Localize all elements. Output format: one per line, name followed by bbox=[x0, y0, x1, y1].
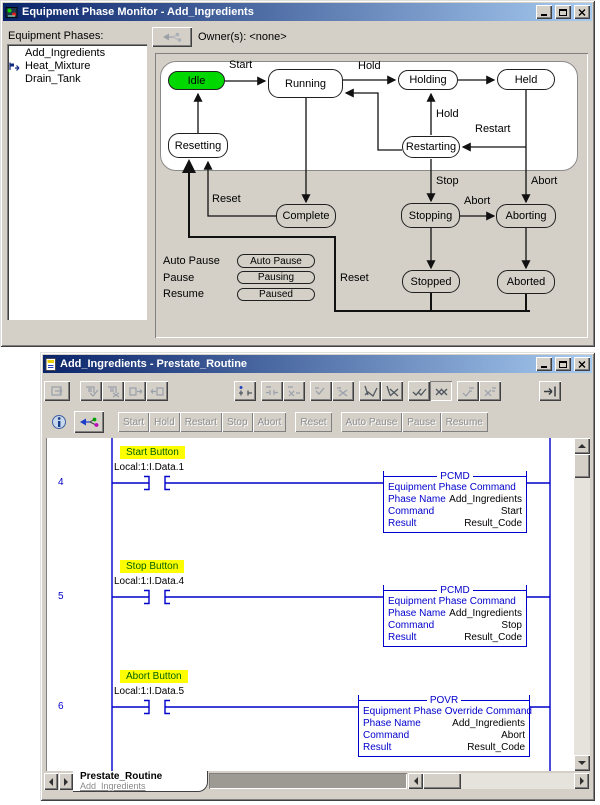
transition-label-reset-2: Reset bbox=[340, 272, 369, 284]
tab-strip-filler bbox=[209, 773, 407, 789]
accept-pending-edits-icon[interactable] bbox=[80, 381, 102, 401]
verify-rung-icon[interactable] bbox=[310, 381, 332, 401]
horizontal-scrollbar[interactable] bbox=[408, 773, 589, 789]
transition-label-restart: Restart bbox=[475, 123, 511, 135]
auto-pause-command-button[interactable]: Auto Pause bbox=[341, 412, 403, 432]
transition-label-abort-2: Abort bbox=[464, 195, 491, 207]
list-item[interactable]: Drain_Tank bbox=[25, 73, 81, 85]
rung-comment[interactable]: Stop Button bbox=[120, 560, 184, 573]
phase-monitor-title: Equipment Phase Monitor - Add_Ingredients bbox=[22, 6, 254, 18]
pcmd-instruction-block[interactable] bbox=[383, 471, 527, 533]
pause-command-button[interactable]: Pause bbox=[402, 412, 440, 432]
block-title: PCMD bbox=[384, 585, 526, 596]
block-description: Equipment Phase Command bbox=[388, 596, 516, 607]
rung-number[interactable]: 6 bbox=[58, 701, 64, 712]
contact-tag[interactable]: Local:1:I.Data.5 bbox=[114, 686, 185, 697]
pcmd-instruction-block[interactable] bbox=[383, 585, 527, 647]
ownership-button[interactable] bbox=[152, 27, 192, 47]
state-node-idle[interactable]: Idle bbox=[168, 71, 225, 90]
block-description: Equipment Phase Override Command bbox=[363, 706, 532, 717]
insert-rung-icon[interactable] bbox=[124, 381, 146, 401]
delete-element-icon[interactable] bbox=[283, 381, 305, 401]
block-param[interactable]: Phase Name Add_Ingredients bbox=[363, 718, 525, 729]
rung-comment[interactable]: Abort Button bbox=[120, 670, 188, 683]
rung-comment[interactable]: Start Button bbox=[120, 446, 185, 459]
auto-pause-pill[interactable]: Auto Pause bbox=[237, 254, 315, 268]
phase-ownership-button[interactable] bbox=[74, 411, 104, 433]
block-title: PCMD bbox=[384, 471, 526, 482]
state-node-resetting[interactable]: Resetting bbox=[168, 133, 228, 158]
state-diagram-panel bbox=[155, 53, 588, 338]
routine-title: Add_Ingredients - Prestate_Routine bbox=[60, 358, 248, 370]
rung-number[interactable]: 5 bbox=[58, 591, 64, 602]
delete-rung-icon[interactable] bbox=[146, 381, 168, 401]
owner-text: Owner(s): <none> bbox=[198, 31, 287, 43]
cancel-all-edits-icon[interactable] bbox=[430, 381, 452, 401]
toggle-bit-icon[interactable] bbox=[234, 381, 256, 401]
block-param[interactable]: Result Result_Code bbox=[388, 632, 522, 643]
routine-titlebar[interactable] bbox=[43, 355, 592, 373]
close-button[interactable] bbox=[574, 5, 590, 19]
cancel-rung-icon[interactable] bbox=[332, 381, 354, 401]
tab-scroll-right-icon[interactable] bbox=[59, 773, 73, 790]
state-node-holding[interactable]: Holding bbox=[398, 70, 458, 90]
block-description: Equipment Phase Command bbox=[388, 482, 516, 493]
minimize-button[interactable] bbox=[536, 357, 552, 371]
scroll-down-icon[interactable] bbox=[574, 755, 590, 771]
scroll-up-icon[interactable] bbox=[574, 438, 590, 454]
block-param[interactable]: Phase Name Add_Ingredients bbox=[388, 494, 522, 505]
stop-command-button[interactable]: Stop bbox=[222, 412, 253, 432]
new-rung-icon[interactable] bbox=[261, 381, 283, 401]
vertical-scroll-thumb[interactable] bbox=[574, 454, 590, 478]
state-node-running[interactable]: Running bbox=[268, 69, 343, 98]
state-node-aborting[interactable]: Aborting bbox=[496, 204, 556, 228]
state-node-complete[interactable]: Complete bbox=[276, 204, 336, 228]
block-param[interactable]: Phase Name Add_Ingredients bbox=[388, 608, 522, 619]
contact-tag[interactable]: Local:1:I.Data.4 bbox=[114, 576, 185, 587]
transition-label-start: Start bbox=[229, 59, 253, 71]
scroll-right-icon[interactable] bbox=[574, 773, 589, 789]
info-icon[interactable] bbox=[44, 412, 74, 432]
equipment-phases-label: Equipment Phases: bbox=[8, 30, 104, 42]
pausing-pill[interactable]: Pausing bbox=[237, 271, 315, 284]
maximize-button[interactable] bbox=[555, 357, 571, 371]
state-node-stopped[interactable]: Stopped bbox=[402, 270, 460, 293]
paused-pill[interactable]: Paused bbox=[237, 288, 315, 301]
tab-scroll-left-icon[interactable] bbox=[44, 773, 58, 790]
block-param[interactable]: Result Result_Code bbox=[363, 742, 525, 753]
transition-label-reset: Reset bbox=[212, 193, 241, 205]
horizontal-scroll-thumb[interactable] bbox=[423, 773, 461, 789]
resume-command-button[interactable]: Resume bbox=[441, 412, 488, 432]
routine-app-icon bbox=[45, 358, 57, 371]
finalize-edits-icon[interactable] bbox=[539, 381, 561, 401]
toggle-rung-edit-icon[interactable] bbox=[44, 381, 70, 401]
contact-tag[interactable]: Local:1:I.Data.1 bbox=[114, 462, 185, 473]
close-button[interactable] bbox=[574, 357, 590, 371]
block-param[interactable]: Command Start bbox=[388, 506, 522, 517]
ladder-editor[interactable] bbox=[46, 438, 574, 771]
abort-command-button[interactable]: Abort bbox=[253, 412, 287, 432]
accept-rung-edit-icon[interactable] bbox=[359, 381, 381, 401]
phase-monitor-app-icon bbox=[5, 6, 19, 19]
restart-command-button[interactable]: Restart bbox=[180, 412, 222, 432]
vertical-scrollbar[interactable] bbox=[574, 438, 590, 771]
resume-label: Resume bbox=[163, 288, 204, 300]
phase-monitor-titlebar[interactable] bbox=[3, 3, 592, 21]
block-param[interactable]: Command Stop bbox=[388, 620, 522, 631]
accept-all-edits-icon[interactable] bbox=[408, 381, 430, 401]
transition-label-hold-2: Hold bbox=[436, 108, 459, 120]
povr-instruction-block[interactable] bbox=[358, 695, 530, 757]
phase-monitor-window bbox=[0, 0, 595, 347]
reset-command-button[interactable]: Reset bbox=[295, 412, 331, 432]
edit-toolbar bbox=[44, 378, 591, 404]
state-node-stopping[interactable]: Stopping bbox=[401, 203, 460, 228]
list-item[interactable]: Heat_Mixture bbox=[7, 60, 147, 73]
state-node-aborted[interactable]: Aborted bbox=[497, 270, 555, 294]
transition-label-hold: Hold bbox=[358, 60, 381, 72]
phase-toolbar bbox=[44, 408, 591, 436]
untest-edits-icon[interactable] bbox=[479, 381, 501, 401]
rung-number[interactable]: 4 bbox=[58, 477, 64, 488]
hold-command-button[interactable]: Hold bbox=[149, 412, 180, 432]
ownership-icon bbox=[161, 31, 183, 44]
routine-tab-bar bbox=[43, 771, 592, 793]
transition-label-stop: Stop bbox=[436, 175, 459, 187]
transition-label-abort: Abort bbox=[531, 175, 558, 187]
tab-prestate-routine[interactable]: Prestate_Routine Add_Ingredients bbox=[73, 771, 208, 792]
auto-pause-label: Auto Pause bbox=[163, 255, 220, 267]
routine-window bbox=[40, 352, 595, 801]
block-title: POVR bbox=[359, 695, 529, 706]
block-param[interactable]: Command Abort bbox=[363, 730, 525, 741]
equipment-phase-listbox[interactable] bbox=[7, 44, 147, 320]
start-command-button[interactable]: Start bbox=[118, 412, 149, 432]
maximize-button[interactable] bbox=[555, 5, 571, 19]
list-item[interactable]: Add_Ingredients bbox=[25, 47, 106, 59]
block-param[interactable]: Result Result_Code bbox=[388, 518, 522, 529]
phase-ownership-icon bbox=[78, 416, 100, 429]
pause-label: Pause bbox=[163, 272, 195, 284]
minimize-button[interactable] bbox=[536, 5, 552, 19]
state-node-held[interactable]: Held bbox=[497, 69, 555, 90]
cancel-pending-edits-icon[interactable] bbox=[102, 381, 124, 401]
test-edits-icon[interactable] bbox=[457, 381, 479, 401]
scroll-left-icon[interactable] bbox=[408, 773, 423, 789]
state-node-restarting[interactable]: Restarting bbox=[402, 136, 460, 158]
cancel-rung-edit-icon[interactable] bbox=[381, 381, 403, 401]
